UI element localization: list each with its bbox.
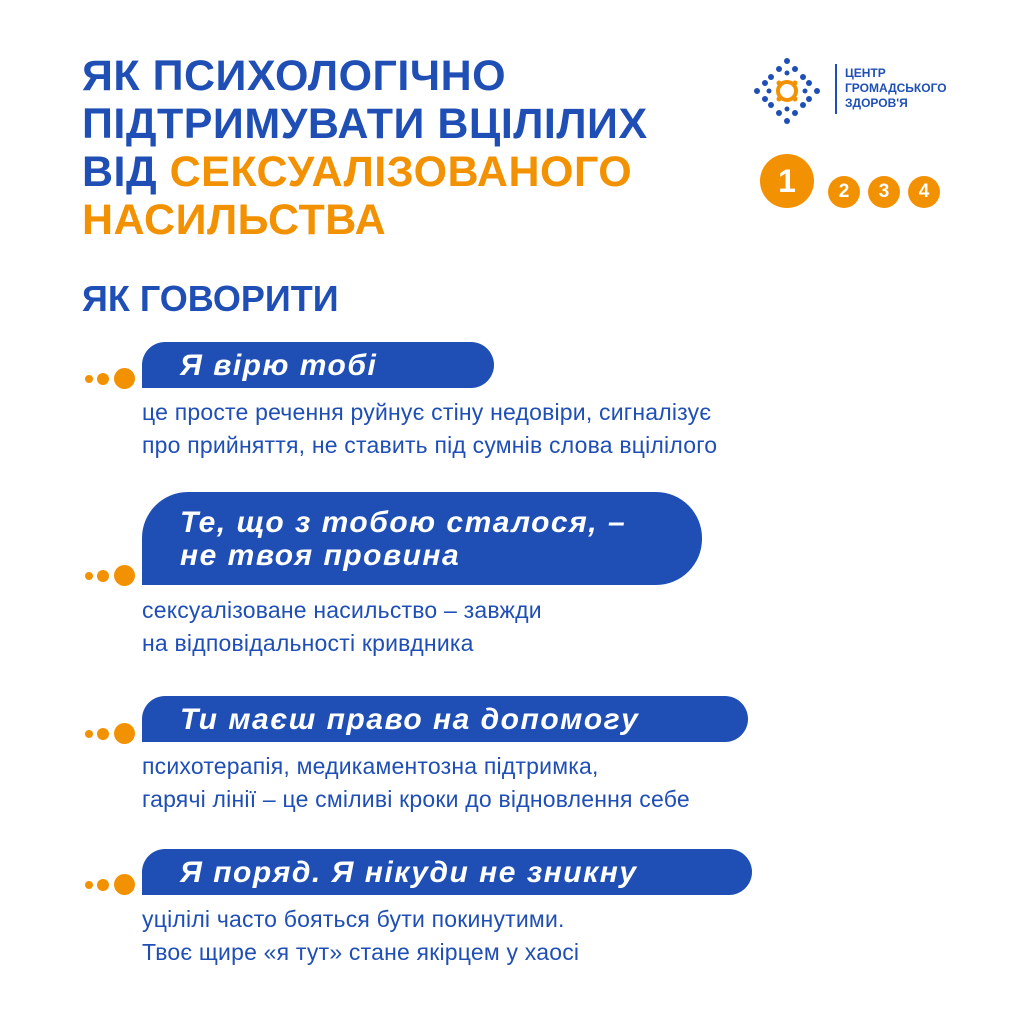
item-heading-line: не твоя провина <box>180 539 461 572</box>
item-heading <box>142 849 752 895</box>
item-heading <box>142 342 494 388</box>
title-line-3-accent: СЕКСУАЛІЗОВАНОГО <box>169 148 633 196</box>
item-heading <box>142 492 702 585</box>
title-line-3-prefix: ВІД <box>82 148 170 196</box>
page-dot-2: 2 <box>828 176 860 208</box>
item-description-line: уцілілі часто бояться бути покинутими. <box>142 906 565 932</box>
item-description-line: це просте речення руйнує стіну недовіри, сигналізує <box>142 399 712 425</box>
logo-line-3: ЗДОРОВ'Я <box>845 96 908 110</box>
page-dot-4: 4 <box>908 176 940 208</box>
item-description <box>142 594 542 660</box>
item-heading <box>142 696 748 742</box>
title-line-2: ПІДТРИМУВАТИ ВЦІЛІЛИХ <box>82 100 648 148</box>
item-description-line: на відповідальності кривдника <box>142 630 474 656</box>
item-description-line: психотерапія, медикаментозна підтримка, <box>142 753 599 779</box>
title-line-3 <box>82 148 648 196</box>
logo-line-2: ГРОМАДСЬКОГО <box>845 81 947 95</box>
title-line-4: НАСИЛЬСТВА <box>82 196 387 244</box>
page-indicator <box>760 154 960 214</box>
item-description-line: Твоє щире «я тут» стане якірцем у хаосі <box>142 939 580 965</box>
item-description <box>142 750 690 816</box>
item-description <box>142 396 717 462</box>
logo-line-1: ЦЕНТР <box>845 66 886 80</box>
page-dot-3: 3 <box>868 176 900 208</box>
logo-text <box>845 66 947 111</box>
page-dot-current: 1 <box>760 154 814 208</box>
item-description-line: гарячі лінії – це сміливі кроки до відновлення себе <box>142 786 690 812</box>
section-subtitle: ЯК ГОВОРИТИ <box>82 278 339 319</box>
item-heading-line: Я поряд. Я нікуди не зникну <box>180 856 638 889</box>
item-heading-line: Ти маєш право на допомогу <box>180 703 640 736</box>
item-description-line: сексуалізоване насильство – завжди <box>142 597 542 623</box>
page-title <box>82 52 648 244</box>
logo-divider <box>835 64 837 114</box>
item-heading-line: Те, що з тобою сталося, – <box>180 506 627 539</box>
item-description-line: про прийняття, не ставить під сумнів слова вцілілого <box>142 432 718 458</box>
title-line-1: ЯК ПСИХОЛОГІЧНО <box>82 52 507 100</box>
item-description <box>142 903 579 969</box>
item-heading-line: Я вірю тобі <box>180 349 378 382</box>
